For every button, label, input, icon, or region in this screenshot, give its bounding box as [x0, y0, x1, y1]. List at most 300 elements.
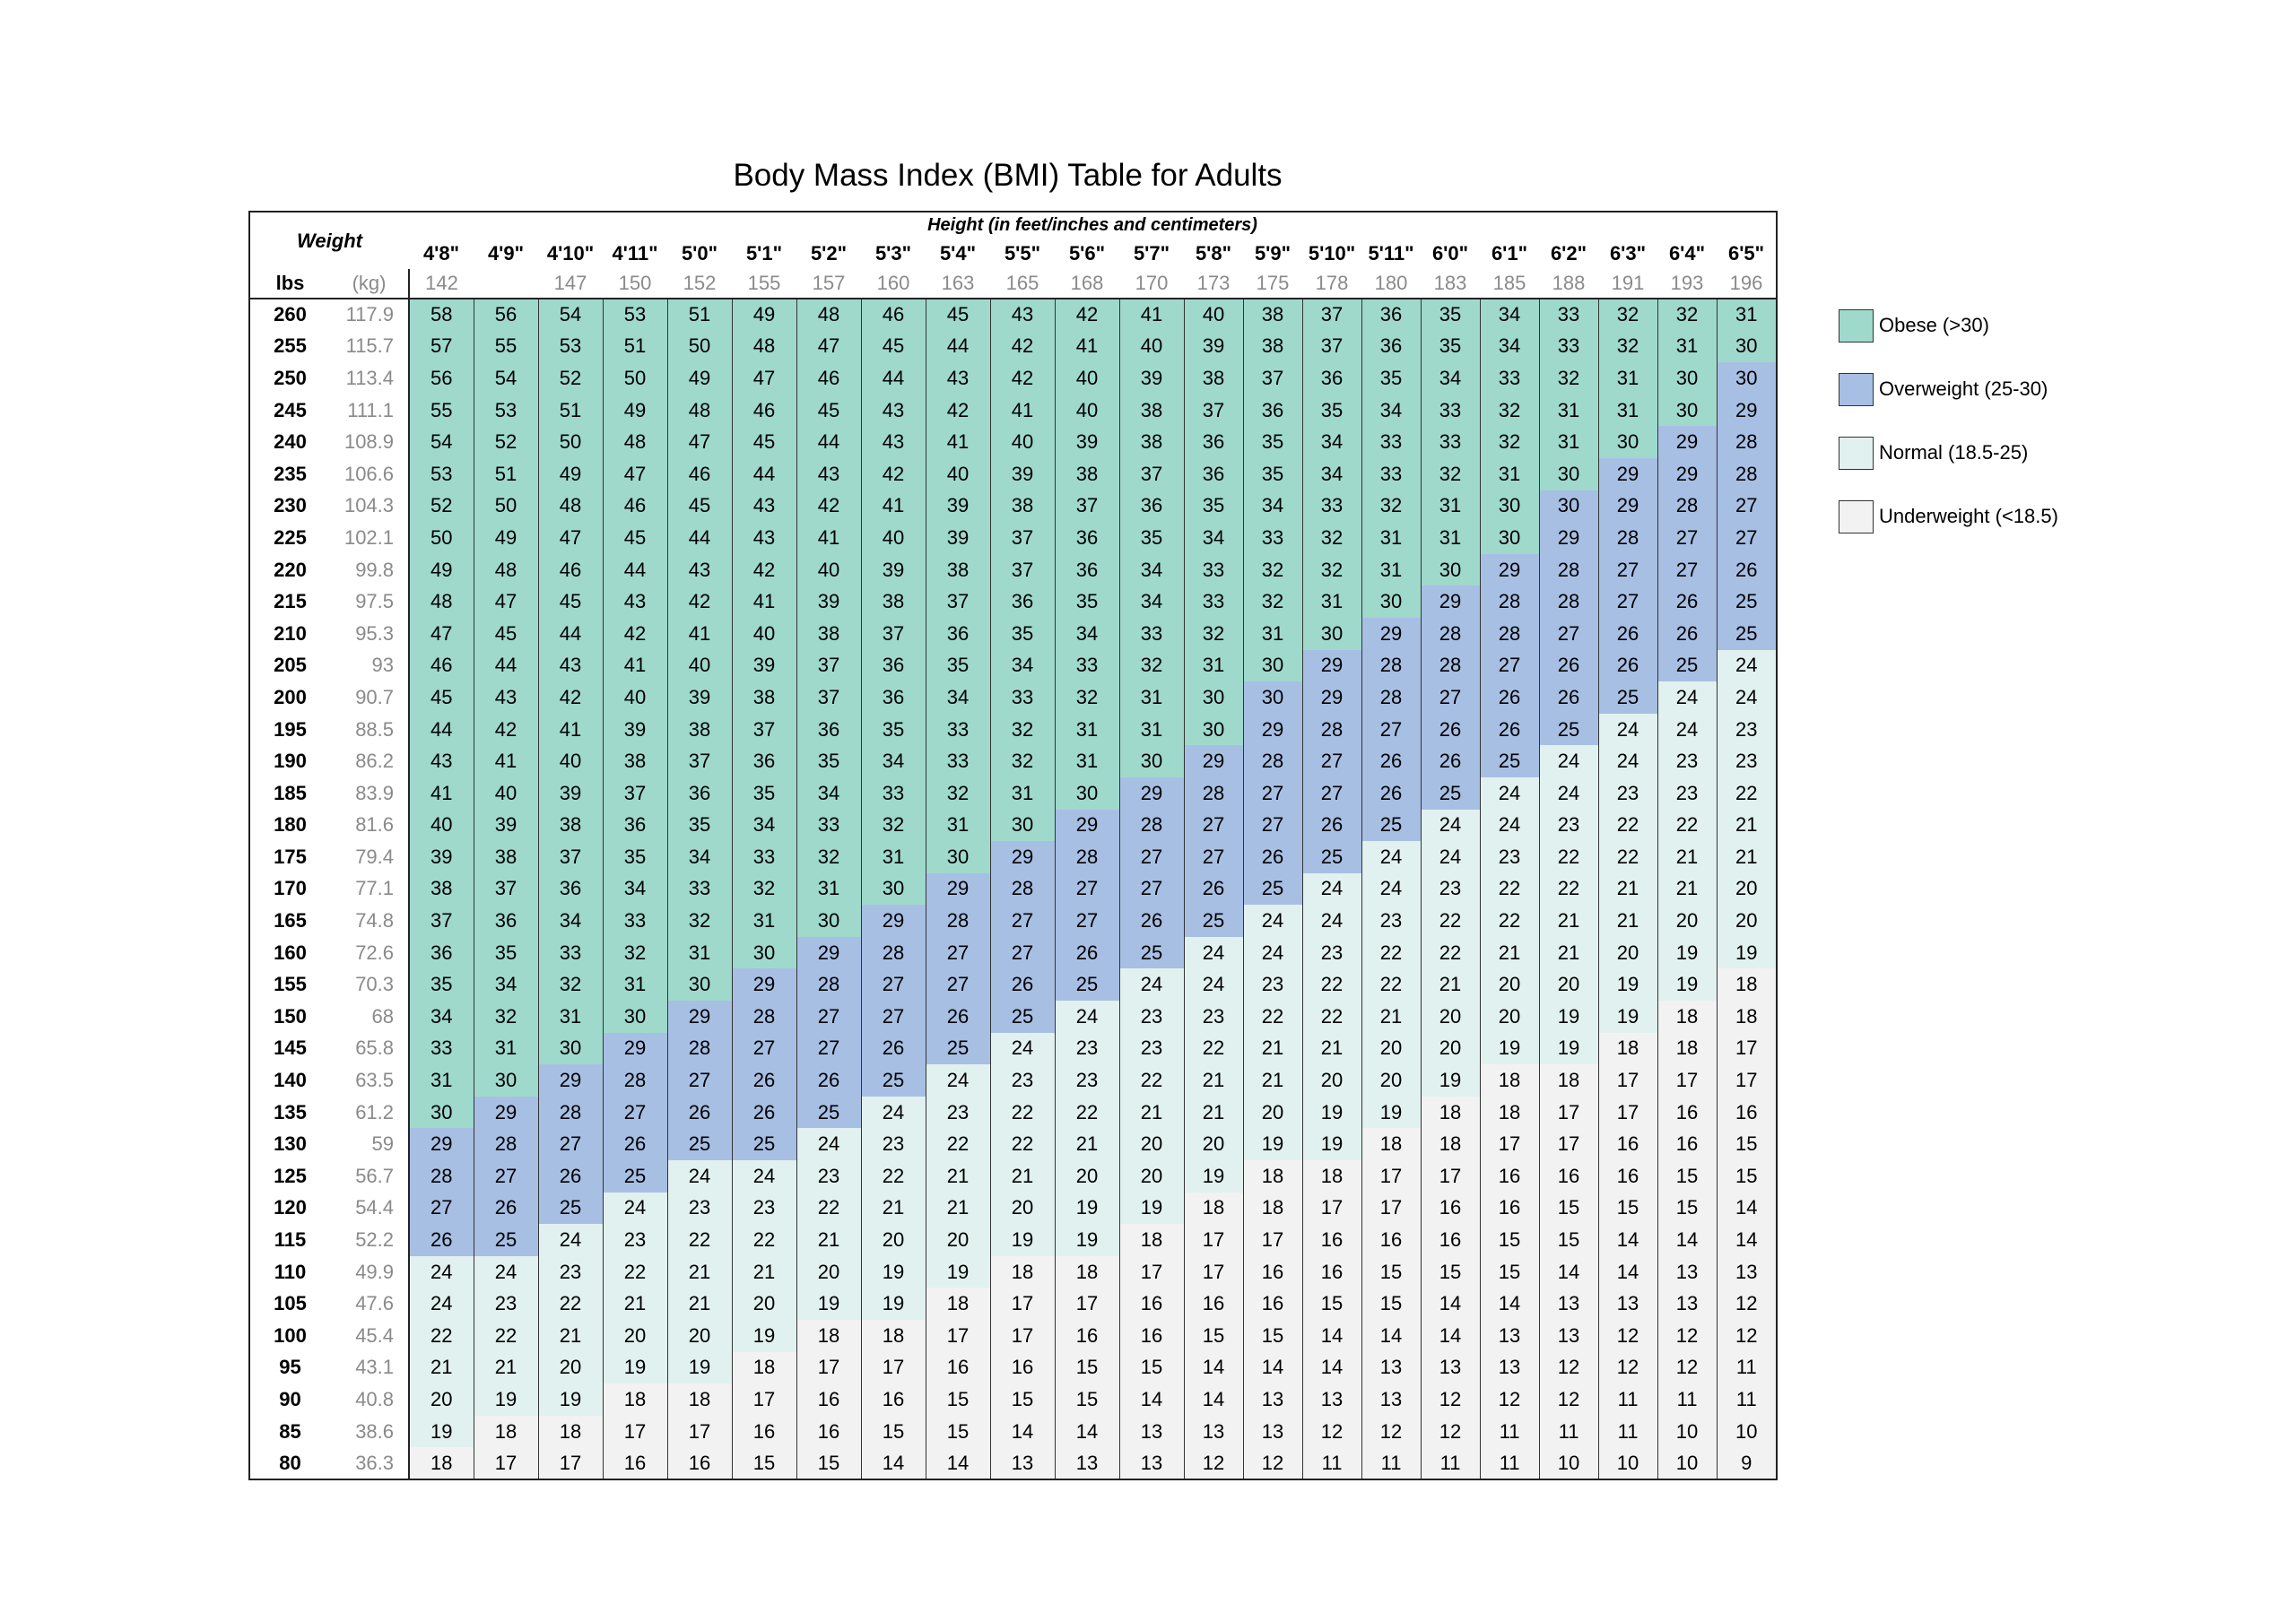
bmi-cell: 34: [667, 841, 732, 873]
bmi-cell: 22: [1243, 1001, 1302, 1033]
bmi-cell: 15: [1480, 1224, 1539, 1256]
weight-lbs-cell: 135: [249, 1097, 330, 1129]
weight-kg-cell: 86.2: [330, 745, 409, 777]
bmi-cell: 32: [1657, 299, 1717, 331]
bmi-cell: 39: [409, 841, 474, 873]
bmi-cell: 46: [732, 395, 796, 427]
bmi-cell: 54: [538, 299, 603, 331]
bmi-cell: 16: [1421, 1193, 1480, 1225]
weight-kg-cell: 102.1: [330, 522, 409, 554]
bmi-cell: 13: [1119, 1416, 1184, 1448]
weight-lbs-cell: 160: [249, 937, 330, 969]
bmi-cell: 53: [409, 458, 474, 490]
weight-kg-cell: 47.6: [330, 1288, 409, 1320]
legend-label: Obese (>30): [1879, 314, 1989, 336]
bmi-cell: 25: [667, 1128, 732, 1160]
height-cm-label: 193: [1670, 272, 1704, 294]
bmi-cell: 23: [1184, 1001, 1243, 1033]
bmi-cell: 36: [409, 937, 474, 969]
bmi-cell: 35: [990, 618, 1055, 650]
bmi-cell: 16: [1598, 1160, 1657, 1193]
bmi-cell: 14: [1421, 1320, 1480, 1352]
bmi-cell: 36: [732, 745, 796, 777]
bmi-cell: 30: [926, 841, 990, 873]
bmi-cell: 11: [1361, 1447, 1421, 1479]
bmi-cell: 26: [1539, 650, 1598, 682]
weight-kg-cell: 113.4: [330, 362, 409, 395]
weight-lbs-cell: 155: [249, 968, 330, 1001]
bmi-cell: 18: [667, 1383, 732, 1416]
bmi-cell: 11: [1598, 1416, 1657, 1448]
bmi-cell: 12: [1302, 1416, 1361, 1448]
weight-kg-cell: 97.5: [330, 585, 409, 618]
bmi-cell: 18: [1480, 1097, 1539, 1129]
bmi-cell: 39: [538, 777, 603, 810]
bmi-cell: 30: [990, 810, 1055, 842]
bmi-cell: 33: [1361, 458, 1421, 490]
bmi-cell: 36: [1184, 426, 1243, 458]
bmi-table: [248, 211, 1778, 1480]
bmi-cell: 33: [667, 873, 732, 906]
bmi-cell: 14: [1302, 1352, 1361, 1384]
bmi-cell: 27: [1717, 490, 1777, 523]
bmi-cell: 20: [1243, 1097, 1302, 1129]
bmi-cell: 32: [603, 937, 667, 969]
legend-item: [1839, 370, 2058, 408]
bmi-cell: 14: [1480, 1288, 1539, 1320]
bmi-cell: 24: [409, 1256, 474, 1288]
bmi-cell: 35: [1302, 395, 1361, 427]
weight-kg-cell: 40.8: [330, 1383, 409, 1416]
bmi-cell: 24: [1539, 745, 1598, 777]
bmi-cell: 15: [926, 1416, 990, 1448]
bmi-cell: 19: [796, 1288, 861, 1320]
bmi-cell: 20: [603, 1320, 667, 1352]
bmi-cell: 30: [1421, 554, 1480, 586]
bmi-cell: 46: [603, 490, 667, 523]
bmi-cell: 18: [1421, 1097, 1480, 1129]
bmi-cell: 23: [1361, 905, 1421, 937]
height-ft-label: 5'10": [1308, 242, 1356, 265]
bmi-cell: 37: [474, 873, 538, 906]
bmi-cell: 12: [1539, 1383, 1598, 1416]
bmi-cell: 43: [732, 490, 796, 523]
bmi-cell: 24: [474, 1256, 538, 1288]
bmi-cell: 27: [861, 968, 926, 1001]
bmi-cell: 24: [1657, 714, 1717, 746]
bmi-cell: 47: [603, 458, 667, 490]
bmi-cell: 14: [1539, 1256, 1598, 1288]
bmi-cell: 25: [474, 1224, 538, 1256]
bmi-cell: 23: [1598, 777, 1657, 810]
bmi-cell: 39: [861, 554, 926, 586]
bmi-cell: 17: [1598, 1097, 1657, 1129]
bmi-cell: 25: [1243, 873, 1302, 906]
weight-lbs-cell: 175: [249, 841, 330, 873]
bmi-cell: 23: [1055, 1033, 1119, 1065]
bmi-cell: 18: [1302, 1160, 1361, 1193]
bmi-cell: 23: [926, 1097, 990, 1129]
bmi-cell: 22: [1598, 841, 1657, 873]
weight-kg-cell: 99.8: [330, 554, 409, 586]
weight-kg-cell: 117.9: [330, 299, 409, 331]
table-row: [249, 1064, 1777, 1097]
bmi-cell: 19: [1539, 1033, 1598, 1065]
bmi-cell: 40: [538, 745, 603, 777]
bmi-cell: 27: [474, 1160, 538, 1193]
table-row: [249, 585, 1777, 618]
weight-lbs-cell: 245: [249, 395, 330, 427]
bmi-cell: 20: [861, 1224, 926, 1256]
bmi-cell: 32: [474, 1001, 538, 1033]
bmi-cell: 30: [409, 1097, 474, 1129]
bmi-cell: 19: [861, 1288, 926, 1320]
bmi-cell: 30: [1657, 362, 1717, 395]
bmi-cell: 30: [732, 937, 796, 969]
bmi-cell: 40: [1055, 362, 1119, 395]
bmi-cell: 13: [1243, 1383, 1302, 1416]
bmi-cell: 17: [538, 1447, 603, 1479]
bmi-cell: 15: [1717, 1160, 1777, 1193]
bmi-cell: 16: [796, 1416, 861, 1448]
bmi-cell: 39: [990, 458, 1055, 490]
legend-swatch: [1839, 437, 1874, 470]
weight-lbs-cell: 145: [249, 1033, 330, 1065]
bmi-cell: 41: [926, 426, 990, 458]
bmi-cell: 34: [861, 745, 926, 777]
bmi-cell: 21: [1598, 905, 1657, 937]
bmi-cell: 12: [1421, 1383, 1480, 1416]
bmi-cell: 40: [667, 650, 732, 682]
weight-lbs-cell: 170: [249, 873, 330, 906]
bmi-cell: 13: [1539, 1288, 1598, 1320]
bmi-cell: 22: [1361, 937, 1421, 969]
bmi-cell: 27: [1657, 522, 1717, 554]
bmi-cell: 35: [1361, 362, 1421, 395]
bmi-cell: 17: [1421, 1160, 1480, 1193]
bmi-cell: 36: [667, 777, 732, 810]
bmi-cell: 29: [538, 1064, 603, 1097]
bmi-cell: 28: [538, 1097, 603, 1129]
bmi-cell: 35: [1119, 522, 1184, 554]
bmi-cell: 36: [1055, 522, 1119, 554]
bmi-cell: 24: [926, 1064, 990, 1097]
bmi-cell: 41: [1119, 299, 1184, 331]
bmi-cell: 50: [667, 331, 732, 363]
weight-lbs-cell: 150: [249, 1001, 330, 1033]
chart-title: Body Mass Index (BMI) Table for Adults: [733, 158, 1283, 193]
bmi-cell: 19: [1055, 1224, 1119, 1256]
bmi-cell: 12: [1598, 1320, 1657, 1352]
bmi-cell: 16: [1717, 1097, 1777, 1129]
table-row: [249, 1416, 1777, 1448]
bmi-cell: 28: [603, 1064, 667, 1097]
bmi-cell: 28: [409, 1160, 474, 1193]
bmi-cell: 33: [1421, 395, 1480, 427]
bmi-cell: 25: [926, 1033, 990, 1065]
bmi-cell: 26: [1598, 618, 1657, 650]
legend-swatch: [1839, 500, 1874, 533]
bmi-cell: 31: [1421, 490, 1480, 523]
bmi-cell: 32: [1243, 554, 1302, 586]
bmi-cell: 31: [667, 937, 732, 969]
bmi-cell: 22: [732, 1224, 796, 1256]
bmi-cell: 20: [1119, 1128, 1184, 1160]
bmi-cell: 38: [796, 618, 861, 650]
bmi-cell: 49: [409, 554, 474, 586]
bmi-cell: 20: [1184, 1128, 1243, 1160]
bmi-cell: 26: [1361, 777, 1421, 810]
bmi-cell: 52: [538, 362, 603, 395]
bmi-cell: 22: [1480, 905, 1539, 937]
bmi-cell: 36: [1119, 490, 1184, 523]
weight-lbs-cell: 100: [249, 1320, 330, 1352]
bmi-cell: 13: [1598, 1288, 1657, 1320]
bmi-cell: 32: [796, 841, 861, 873]
bmi-cell: 21: [1302, 1033, 1361, 1065]
bmi-cell: 32: [990, 714, 1055, 746]
bmi-cell: 24: [1119, 968, 1184, 1001]
bmi-cell: 43: [732, 522, 796, 554]
weight-lbs-cell: 210: [249, 618, 330, 650]
bmi-cell: 27: [538, 1128, 603, 1160]
bmi-cell: 42: [861, 458, 926, 490]
bmi-cell: 45: [474, 618, 538, 650]
bmi-cell: 17: [1480, 1128, 1539, 1160]
bmi-cell: 16: [1480, 1193, 1539, 1225]
bmi-cell: 30: [1119, 745, 1184, 777]
bmi-cell: 22: [603, 1256, 667, 1288]
bmi-cell: 42: [732, 554, 796, 586]
bmi-cell: 30: [1480, 490, 1539, 523]
bmi-cell: 22: [1539, 873, 1598, 906]
bmi-cell: 29: [1480, 554, 1539, 586]
bmi-cell: 12: [1243, 1447, 1302, 1479]
bmi-cell: 13: [1480, 1320, 1539, 1352]
bmi-cell: 25: [732, 1128, 796, 1160]
bmi-cell: 34: [603, 873, 667, 906]
bmi-cell: 24: [1184, 968, 1243, 1001]
bmi-cell: 17: [1539, 1097, 1598, 1129]
height-ft-label: 5'9": [1254, 242, 1292, 265]
bmi-cell: 29: [1119, 777, 1184, 810]
bmi-cell: 15: [1119, 1352, 1184, 1384]
weight-kg-cell: 65.8: [330, 1033, 409, 1065]
bmi-cell: 23: [1717, 745, 1777, 777]
table-row: [249, 1320, 1777, 1352]
bmi-cell: 26: [796, 1064, 861, 1097]
bmi-cell: 29: [474, 1097, 538, 1129]
bmi-cell: 18: [1598, 1033, 1657, 1065]
bmi-cell: 26: [1657, 618, 1717, 650]
height-cm-label: 168: [1070, 272, 1104, 294]
bmi-cell: 25: [1421, 777, 1480, 810]
bmi-cell: 17: [1657, 1064, 1717, 1097]
bmi-cell: 22: [926, 1128, 990, 1160]
bmi-cell: 27: [1480, 650, 1539, 682]
bmi-cell: 23: [1243, 968, 1302, 1001]
bmi-cell: 34: [1480, 331, 1539, 363]
bmi-cell: 38: [603, 745, 667, 777]
weight-kg-cell: 36.3: [330, 1447, 409, 1479]
bmi-cell: 20: [409, 1383, 474, 1416]
bmi-cell: 29: [1421, 585, 1480, 618]
bmi-cell: 17: [1717, 1064, 1777, 1097]
bmi-cell: 14: [1302, 1320, 1361, 1352]
bmi-cell: 14: [1184, 1352, 1243, 1384]
bmi-cell: 40: [1184, 299, 1243, 331]
bmi-cell: 31: [1480, 458, 1539, 490]
weight-lbs-cell: 260: [249, 299, 330, 331]
bmi-cell: 21: [796, 1224, 861, 1256]
bmi-cell: 21: [667, 1256, 732, 1288]
bmi-cell: 39: [1184, 331, 1243, 363]
bmi-cell: 25: [603, 1160, 667, 1193]
bmi-cell: 29: [926, 873, 990, 906]
bmi-cell: 30: [1302, 618, 1361, 650]
bmi-cell: 17: [926, 1320, 990, 1352]
bmi-cell: 30: [1657, 395, 1717, 427]
bmi-cell: 44: [538, 618, 603, 650]
bmi-cell: 43: [796, 458, 861, 490]
bmi-cell: 50: [474, 490, 538, 523]
bmi-cell: 39: [474, 810, 538, 842]
bmi-cell: 31: [1055, 745, 1119, 777]
bmi-cell: 16: [1243, 1256, 1302, 1288]
bmi-cell: 23: [861, 1128, 926, 1160]
weight-kg-cell: 61.2: [330, 1097, 409, 1129]
bmi-cell: 19: [1243, 1128, 1302, 1160]
bmi-cell: 11: [1717, 1383, 1777, 1416]
bmi-cell: 34: [926, 681, 990, 714]
bmi-cell: 23: [990, 1064, 1055, 1097]
bmi-cell: 20: [1657, 905, 1717, 937]
bmi-cell: 22: [861, 1160, 926, 1193]
height-ft-label: 5'1": [745, 242, 783, 265]
table-row: [249, 1447, 1777, 1479]
bmi-cell: 28: [667, 1033, 732, 1065]
bmi-cell: 27: [1598, 554, 1657, 586]
bmi-cell: 27: [1243, 777, 1302, 810]
weight-kg-cell: 63.5: [330, 1064, 409, 1097]
bmi-cell: 21: [926, 1193, 990, 1225]
height-cm-label: 152: [683, 272, 717, 294]
bmi-cell: 38: [1243, 331, 1302, 363]
bmi-cell: 28: [1361, 681, 1421, 714]
bmi-cell: 31: [1717, 299, 1777, 331]
bmi-cell: 28: [1055, 841, 1119, 873]
bmi-cell: 31: [1539, 395, 1598, 427]
bmi-cell: 42: [990, 362, 1055, 395]
bmi-cell: 34: [796, 777, 861, 810]
bmi-cell: 18: [1243, 1193, 1302, 1225]
bmi-cell: 45: [926, 299, 990, 331]
bmi-cell: 31: [1361, 522, 1421, 554]
legend-swatch: [1839, 309, 1874, 343]
bmi-cell: 32: [1480, 426, 1539, 458]
bmi-cell: 21: [1598, 873, 1657, 906]
bmi-cell: 22: [1184, 1033, 1243, 1065]
weight-lbs-cell: 220: [249, 554, 330, 586]
height-ft-label: 5'2": [810, 242, 848, 265]
height-cm-label: [474, 269, 538, 299]
legend-item: [1839, 498, 2058, 535]
bmi-cell: 27: [796, 1001, 861, 1033]
bmi-cell: 20: [1539, 968, 1598, 1001]
bmi-cell: 31: [1302, 585, 1361, 618]
bmi-cell: 24: [1055, 1001, 1119, 1033]
bmi-cell: 19: [732, 1320, 796, 1352]
bmi-cell: 42: [1055, 299, 1119, 331]
bmi-cell: 22: [1598, 810, 1657, 842]
bmi-cell: 16: [1055, 1320, 1119, 1352]
bmi-cell: 44: [603, 554, 667, 586]
bmi-cell: 27: [1243, 810, 1302, 842]
bmi-cell: 37: [861, 618, 926, 650]
bmi-cell: 15: [1657, 1160, 1717, 1193]
bmi-cell: 30: [1480, 522, 1539, 554]
weight-kg-cell: 54.4: [330, 1193, 409, 1225]
bmi-cell: 33: [796, 810, 861, 842]
bmi-cell: 43: [861, 426, 926, 458]
bmi-cell: 15: [990, 1383, 1055, 1416]
bmi-cell: 27: [1302, 745, 1361, 777]
table-row: [249, 937, 1777, 969]
bmi-cell: 15: [1717, 1128, 1777, 1160]
bmi-cell: 24: [1184, 937, 1243, 969]
bmi-cell: 37: [409, 905, 474, 937]
weight-lbs-cell: 190: [249, 745, 330, 777]
bmi-cell: 20: [1421, 1033, 1480, 1065]
bmi-cell: 26: [1243, 841, 1302, 873]
weight-kg-cell: 79.4: [330, 841, 409, 873]
bmi-cell: 11: [1657, 1383, 1717, 1416]
weight-lbs-cell: 85: [249, 1416, 330, 1448]
bmi-cell: 35: [796, 745, 861, 777]
weight-lbs-cell: 250: [249, 362, 330, 395]
bmi-cell: 26: [603, 1128, 667, 1160]
bmi-cell: 35: [861, 714, 926, 746]
legend-item: [1839, 434, 2058, 472]
bmi-cell: 26: [926, 1001, 990, 1033]
bmi-cell: 25: [1055, 968, 1119, 1001]
bmi-cell: 10: [1539, 1447, 1598, 1479]
bmi-cell: 17: [1055, 1288, 1119, 1320]
bmi-cell: 37: [990, 554, 1055, 586]
bmi-cell: 18: [1539, 1064, 1598, 1097]
bmi-cell: 31: [861, 841, 926, 873]
height-ft-label: 4'11": [612, 242, 658, 265]
bmi-cell: 39: [926, 490, 990, 523]
bmi-cell: 16: [732, 1416, 796, 1448]
weight-kg-cell: 81.6: [330, 810, 409, 842]
bmi-cell: 36: [1361, 331, 1421, 363]
bmi-cell: 20: [667, 1320, 732, 1352]
bmi-cell: 41: [667, 618, 732, 650]
bmi-cell: 36: [1055, 554, 1119, 586]
bmi-cell: 37: [1243, 362, 1302, 395]
bmi-cell: 19: [926, 1256, 990, 1288]
bmi-cell: 23: [796, 1160, 861, 1193]
bmi-cell: 23: [1421, 873, 1480, 906]
bmi-cell: 24: [732, 1160, 796, 1193]
table-row: [249, 1001, 1777, 1033]
bmi-cell: 29: [603, 1033, 667, 1065]
height-ft-label: 5'6": [1068, 242, 1106, 265]
bmi-cell: 36: [861, 650, 926, 682]
bmi-cell: 29: [1717, 395, 1777, 427]
weight-kg-cell: 77.1: [330, 873, 409, 906]
